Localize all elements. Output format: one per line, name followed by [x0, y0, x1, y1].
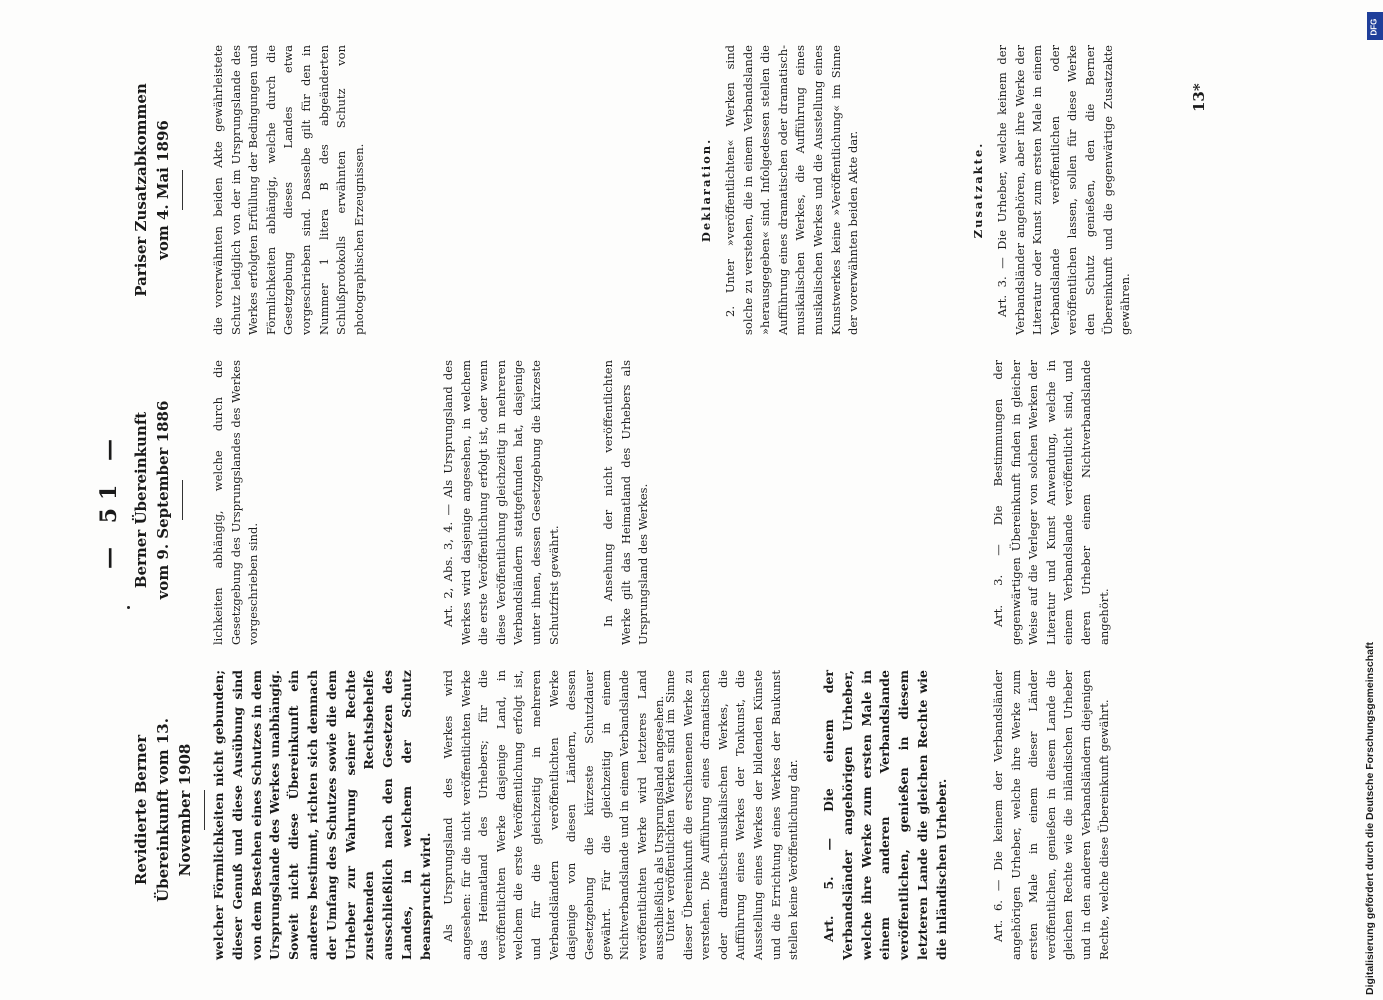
dfg-logo-text: DFG	[1369, 18, 1379, 36]
middle-paragraph-3: In Ansehung der nicht veröffentlichten Werke gilt das Heimatland des Urhebers als Ursprungsland des Werkes.	[601, 360, 651, 645]
middle-column-heading	[130, 355, 183, 645]
page-number: — 51 —	[96, 431, 122, 569]
left-column-heading	[130, 660, 205, 960]
right-paragraph-3: Art. 3. — Die Urheber, welche keinem der Verbandsländer angehören, aber ihre Werke der Literatur oder Kunst zum ersten Male in einem Verbandslande veröffentlichen oder veröffentlichen lassen, sollen für diese Werke den Schutz genießen, den die Berner Übereinkunft und die gegenwärtige Zusatzakte gewähren.	[995, 45, 1133, 335]
funding-credit: Digitalisierung gefördert durch die Deutsche Forschungsgemeinschaft	[1364, 642, 1376, 995]
dfg-logo	[1367, 12, 1383, 40]
rotated-page	[90, 40, 1370, 960]
left-paragraph-2: Als Ursprungsland des Werkes wird angesehen: für die nicht veröffentlichten Werke das Heimatland des Urhebers; für die veröffentlichten Werke dasjenige Land, in welchem die erste Veröffentlichung erfolgt ist, und für die gleichzeitig in mehreren Verbandsländern veröffentlichten Werke dasjenige von diesen Ländern, dessen Gesetzgebung die kürzeste Schutzdauer gewährt. Für die gleichzeitig in einem Nichtverbandslande und in einem Verbandslande veröffentlichten Werke wird letzteres Land ausschließlich als Ursprungsland angesehen.	[441, 670, 667, 960]
middle-paragraph-2: Art. 2, Abs. 3, 4. — Als Ursprungsland des Werkes wird dasjenige angesehen, in welchem die erste Veröffentlichung erfolgt ist, oder wenn diese Veröffentlichung gleichzeitig in mehreren Verbandsländern stattgefunden hat, dasjenige unter ihnen, dessen Gesetzgebung die kürzeste Schutzfrist gewährt.	[441, 360, 561, 645]
ink-speck	[127, 606, 130, 609]
middle-paragraph-1: lichkeiten abhängig, welche durch die Gesetzgebung des Ursprungslandes des Werkes vorgeschrieben sind.	[211, 360, 261, 645]
heading-divider	[182, 480, 183, 520]
right-column-heading	[130, 40, 183, 340]
right-paragraph-2: 2. Unter »veröffentlichten« Werken sind solche zu verstehen, die in einem Verbandslande »herausgegeben« sind. Infolgedessen stellen die Aufführung eines dramatischen oder dramatisch-musikalischen Werkes, die Aufführung eines musikalischen Werkes und die Ausstellung eines Kunstwerkes keine »Veröffentlichung« im Sinne der vorerwähnten beiden Akte dar.	[723, 45, 861, 335]
right-paragraph-1: die vorerwähnten beiden Akte gewährleistete Schutz lediglich von der im Ursprungslande des Werkes erfolgten Erfüllung der Bedingungen und Förmlichkeiten abhängig, welche durch die Gesetzgebung dieses Landes etwa vorgeschrieben sind. Dasselbe gilt für den in Nummer 1 litera B des abgeänderten Schlußprotokolls erwähnten Schutz von photographischen Erzeugnissen.	[211, 45, 366, 335]
left-paragraph-5: Art. 6. — Die keinem der Verbandsländer angehörigen Urheber, welche ihre Werke zum ersten Male in einem dieser Länder veröffentlichen, genießen in diesem Lande die gleichen Rechte wie die inländischen Urheber und in den anderen Verbandsländern diejenigen Rechte, welche diese Übereinkunft gewährt.	[991, 670, 1111, 960]
signature-mark: 13*	[1190, 83, 1208, 112]
left-paragraph-4: Art. 5. — Die einem der Verbandsländer angehörigen Urheber, welche ihre Werke zum ersten Male in einem anderen Verbandslande veröffentlichen, genießen in diesem letzteren Lande die gleichen Rechte wie die inländischen Urheber.	[821, 670, 949, 960]
additional-act-heading: Zusatzakte.	[971, 141, 985, 239]
left-paragraph-3: Unter veröffentlichten Werken sind im Sinne dieser Übereinkunft die erschienenen Werke zu verstehen. Die Aufführung eines dramatischen oder dramatisch-musikalischen Werkes, die Aufführung eines Werkes der Tonkunst, die Ausstellung eines Werkes der bildenden Künste und die Errichtung eines Werkes der Baukunst stellen keine Veröffentlichung dar.	[663, 670, 801, 960]
left-paragraph-1: welcher Förmlichkeiten nicht gebunden; dieser Genuß und diese Ausübung sind von dem Bestehen eines Schutzes in dem Ursprungslande des Werkes unabhängig. Soweit nicht diese Übereinkunft ein anderes bestimmt, richten sich demnach der Umfang des Schutzes sowie die dem Urheber zur Wahrung seiner Rechte zustehenden Rechtsbehelfe ausschließlich nach den Gesetzen des Landes, in welchem der Schutz beansprucht wird.	[211, 670, 433, 960]
left-heading-text: Revidierte Berner Übereinkunft vom 13. November 1908	[132, 718, 194, 902]
heading-divider	[182, 170, 183, 210]
declaration-heading: Deklaration.	[699, 137, 713, 243]
middle-paragraph-4: Art. 3. — Die Bestimmungen der gegenwärtigen Übereinkunft finden in gleicher Weise auf die Verleger von solchen Werken der Literatur und Kunst Anwendung, welche in einem Verbandslande veröffentlicht sind, und deren Urheber einem Nichtverbandslande angehört.	[991, 360, 1111, 645]
right-heading-text: Pariser Zusatzabkommen vom 4. Mai 1896	[132, 83, 172, 297]
heading-divider	[204, 790, 205, 830]
middle-heading-text: Berner Übereinkunft vom 9. September 1886	[132, 400, 172, 600]
